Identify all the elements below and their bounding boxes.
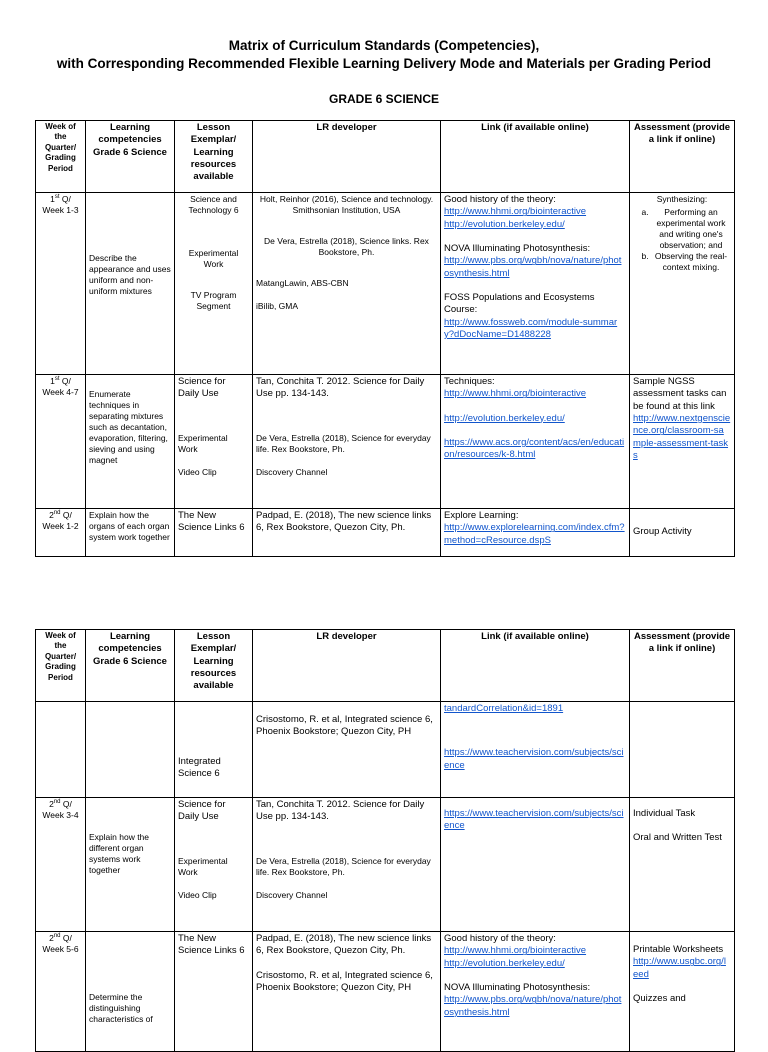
table-row [36, 798, 735, 932]
week-cell: 2nd Q/ Week 5-6 [36, 932, 86, 1052]
header-exemplar: Lesson Exemplar/ Learning resources available [175, 630, 253, 702]
competency-cell: Determine the distinguishing characteristics of [86, 932, 175, 1052]
developer-cell: Holt, Reinhor (2016), Science and technology. Smithsonian Institution, USA De Vera, Estrella (2018), Science links. Rex Bookstore, Ph. MatangLawin, ABS-CBN iBilib, GMA [253, 193, 441, 375]
resources-cell: Integrated Science 6 [175, 702, 253, 798]
table-header-row [36, 630, 735, 702]
table-row [36, 193, 735, 375]
competency-cell: Explain how the organs of each organ system work together [86, 509, 175, 557]
competency-cell [86, 702, 175, 798]
table-row [36, 375, 735, 509]
link-cell [441, 702, 630, 798]
curriculum-table-2 [35, 629, 735, 1052]
document-title-line2: with Corresponding Recommended Flexible Learning Delivery Mode and Materials per Grading Period [56, 56, 712, 71]
header-competencies: Learning competencies Grade 6 Science [86, 630, 175, 702]
week-cell: 2nd Q/ Week 3-4 [36, 798, 86, 932]
resources-cell: Science for Daily Use Experimental Work Video Clip [175, 798, 253, 932]
header-assessment: Assessment (provide a link if online) [630, 630, 735, 702]
resources-cell: Science for Daily Use Experimental Work Video Clip [175, 375, 253, 509]
link[interactable]: tandardCorrelation&id=1891 [444, 703, 564, 714]
header-link: Link (if available online) [441, 630, 630, 702]
table-row [36, 509, 735, 557]
assessment-cell: Synthesizing: a. Performing an experimental work and writing one's observation; and b. Observing the real-context mixing. [630, 193, 735, 375]
assessment-cell: Sample NGSS assessment tasks can be found at this link http://www.nextgenscience.org/classroom-sample-assessment-tasks [630, 375, 735, 509]
link[interactable]: http://www.hhmi.org/biointeractive [444, 945, 587, 957]
developer-cell: Padpad, E. (2018), The new science links 6, Rex Bookstore, Quezon City, Ph. Crisostomo, R. et al, Integrated science 6, Phoenix Bookstore; Quezon City, PH [253, 932, 441, 1052]
assessment-cell [630, 702, 735, 798]
link-cell: Good history of the theory: http://www.hhmi.org/biointeractive http://evolution.berkeley.edu/ NOVA Illuminating Photosynthesis: http://www.pbs.org/wgbh/nova/nature/photosynthesis.html [441, 932, 630, 1052]
document-title-line1: Matrix of Curriculum Standards (Competencies), [228, 38, 540, 53]
link[interactable]: http://www.hhmi.org/biointeractive [444, 388, 587, 400]
link[interactable]: http://www.explorelearning.com/index.cfm?method=cResource.dspS [444, 522, 625, 546]
curriculum-table-1 [35, 120, 735, 557]
competency-cell: Explain how the different organ systems work together [86, 798, 175, 932]
resources-cell: The New Science Links 6 [175, 932, 253, 1052]
week-cell: 2nd Q/ Week 1-2 [36, 509, 86, 557]
link-cell [441, 798, 630, 932]
assessment-cell: Individual Task Oral and Written Test [630, 798, 735, 932]
table-row [36, 932, 735, 1052]
resources-cell: Science and Technology 6 Experimental Work TV Program Segment [175, 193, 253, 375]
link[interactable]: http://www.hhmi.org/biointeractive [444, 206, 587, 218]
developer-cell: Tan, Conchita T. 2012. Science for Daily Use pp. 134-143. De Vera, Estrella (2018), Science for everyday life. Rex Bookstore, Ph. Discovery Channel [253, 798, 441, 932]
header-exemplar: Lesson Exemplar/ Learning resources available [175, 121, 253, 193]
link[interactable]: https://www.teachervision.com/subjects/science [444, 808, 624, 832]
developer-cell: Crisostomo, R. et al, Integrated science 6, Phoenix Bookstore; Quezon City, PH [253, 702, 441, 798]
link[interactable]: https://www.acs.org/content/acs/en/education/resources/k-8.html [444, 437, 625, 461]
header-week: Week of the Quarter/ Grading Period [36, 121, 86, 193]
assessment-cell: Group Activity [630, 509, 735, 557]
competency-cell: Describe the appearance and uses uniform and non-uniform mixtures [86, 193, 175, 375]
competency-cell: Enumerate techniques in separating mixtures such as decantation, evaporation, filtering, sieving and using magnet [86, 375, 175, 509]
link[interactable]: http://www.pbs.org/wgbh/nova/nature/photosynthesis.html [444, 255, 622, 279]
link[interactable]: http://evolution.berkeley.edu/ [444, 218, 565, 230]
week-cell: 1st Q/ Week 1-3 [36, 193, 86, 375]
resources-cell: The New Science Links 6 [175, 509, 253, 557]
link[interactable]: http://www.usgbc.org/leed [633, 956, 726, 980]
link-cell: Techniques: http://www.hhmi.org/biointeractive http://evolution.berkeley.edu/ https://www.acs.org/content/acs/en/education/resources/k-8.html [441, 375, 630, 509]
link[interactable]: http://evolution.berkeley.edu/ [444, 957, 565, 969]
header-week: Week of the Quarter/ Grading Period [36, 630, 86, 702]
header-link: Link (if available online) [441, 121, 630, 193]
link[interactable]: http://www.fossweb.com/module-summary?dDocName=D1488228 [444, 316, 618, 341]
link[interactable]: https://www.teachervision.com/subjects/science [444, 747, 624, 771]
developer-cell: Tan, Conchita T. 2012. Science for Daily Use pp. 134-143. De Vera, Estrella (2018), Science for everyday life. Rex Bookstore, Ph. Discovery Channel [253, 375, 441, 509]
week-cell [36, 702, 86, 798]
table-row [36, 702, 735, 798]
link[interactable]: http://www.nextgenscience.org/classroom-sample-assessment-tasks [633, 413, 731, 462]
header-competencies: Learning competencies Grade 6 Science [86, 121, 175, 193]
link-cell: Explore Learning: http://www.explorelearning.com/index.cfm?method=cResource.dspS [441, 509, 630, 557]
link-cell: Good history of the theory: http://www.hhmi.org/biointeractive http://evolution.berkeley.edu/ NOVA Illuminating Photosynthesis: http://www.pbs.org/wgbh/nova/nature/photosynthesis.html FOSS Populations and Ecosystems Course: http://www.fossweb.com/module-summary?dDocName=D1488228 [441, 193, 630, 375]
developer-cell: Padpad, E. (2018), The new science links 6, Rex Bookstore, Quezon City, Ph. [253, 509, 441, 557]
assessment-cell: Printable Worksheets http://www.usgbc.org/leed Quizzes and [630, 932, 735, 1052]
link[interactable]: http://evolution.berkeley.edu/ [444, 412, 565, 424]
header-developer: LR developer [253, 121, 441, 193]
header-developer: LR developer [253, 630, 441, 702]
table-header-row [36, 121, 735, 193]
document-subtitle: GRADE 6 SCIENCE [328, 92, 440, 106]
header-assessment: Assessment (provide a link if online) [630, 121, 735, 193]
link[interactable]: http://www.pbs.org/wgbh/nova/nature/photosynthesis.html [444, 994, 622, 1018]
week-cell: 1st Q/ Week 4-7 [36, 375, 86, 509]
